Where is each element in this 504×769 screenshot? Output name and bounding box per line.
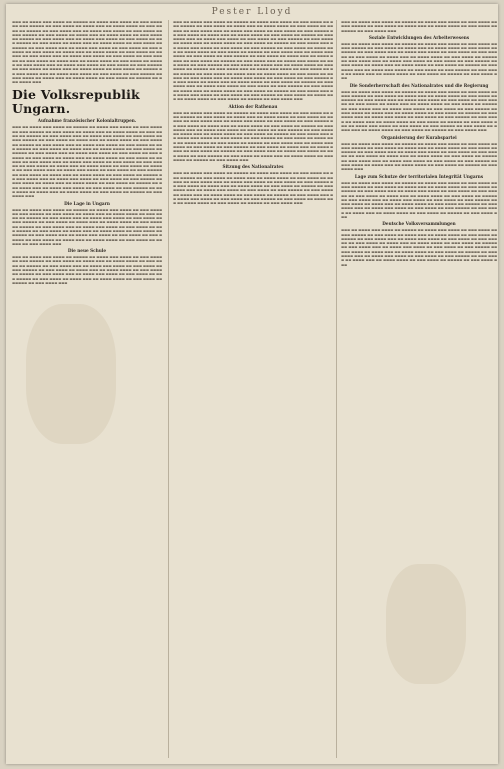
body-text-placeholder: ▬▬▬ ▬▬ ▬▬▬▬ ▬▬▬ ▬▬▬▬ ▬▬ ▬▬▬▬▬ ▬▬ ▬▬▬▬ ▬▬▬ ▬▬▬▬ ▬▬ ▬▬▬ ▬▬▬▬ ▬▬ ▬▬▬ ▬▬▬▬▬ ▬▬ ▬▬▬ ▬▬▬▬ ▬▬ ▬▬▬▬ ▬▬▬ ▬▬ ▬▬▬▬ ▬▬▬▬ ▬▬ ▬▬▬ ▬▬▬▬ ▬▬ ▬▬▬▬▬ ▬▬ ▬▬▬ ▬▬▬▬ ▬▬▬ ▬▬ ▬▬▬▬ ▬▬▬ ▬▬▬▬ ▬▬ ▬▬▬ ▬▬▬▬ ▬▬ ▬▬▬ ▬▬▬▬▬ ▬▬ ▬▬▬ ▬▬▬▬ ▬▬ ▬▬▬▬ ▬▬▬ ▬▬ ▬▬▬▬ ▬▬▬▬ ▬▬ ▬▬▬ ▬▬▬▬ ▬▬ ▬▬▬▬▬ ▬▬ ▬▬▬ ▬▬▬▬ ▬▬▬ ▬▬ ▬▬▬▬ ▬▬▬ ▬▬▬▬ ▬▬ ▬▬▬ ▬▬▬▬ ▬▬ ▬▬▬ ▬▬▬▬▬ ▬▬ ▬▬▬ ▬▬▬▬ ▬▬ ▬▬▬▬ ▬▬▬ ▬▬ ▬▬▬▬ ▬▬▬▬ ▬▬ ▬▬▬ ▬▬▬▬ ▬▬ ▬▬▬▬▬ ▬▬ ▬▬▬ ▬▬▬▬ ▬▬▬ ▬▬ ▬▬▬▬ ▬▬▬ ▬▬▬▬ ▬▬ ▬▬▬ ▬▬▬▬ ▬▬ ▬▬▬ ▬▬▬▬▬ ▬▬ ▬▬▬ ▬▬▬▬ ▬▬ ▬▬▬▬ ▬▬▬ ▬▬ ▬▬▬▬ ▬▬▬▬ ▬▬ ▬▬▬ ▬▬▬▬ ▬▬ ▬▬▬▬▬ ▬▬ ▬▬▬ ▬▬▬▬ ▬▬▬ xyxy=(341,41,497,81)
body-text-placeholder: ▬▬▬ ▬▬ ▬▬▬▬ ▬▬▬ ▬▬▬▬ ▬▬ ▬▬▬▬▬ ▬▬ ▬▬▬▬ ▬▬▬ ▬▬▬▬ ▬▬ ▬▬▬ ▬▬▬▬ ▬▬ ▬▬▬ ▬▬▬▬▬ ▬▬ ▬▬▬ ▬▬▬▬ ▬▬ ▬▬▬▬ ▬▬▬ ▬▬ ▬▬▬▬ ▬▬▬▬ ▬▬ ▬▬▬ ▬▬▬▬ ▬▬ ▬▬▬▬▬ ▬▬ ▬▬▬ ▬▬▬▬ ▬▬▬ ▬▬ ▬▬▬▬ ▬▬▬ ▬▬▬▬ ▬▬ ▬▬▬ ▬▬▬▬ ▬▬ ▬▬▬ ▬▬▬▬▬ ▬▬ ▬▬▬ ▬▬▬▬ ▬▬ ▬▬▬▬ ▬▬▬ ▬▬ ▬▬▬▬ ▬▬▬▬ ▬▬ ▬▬▬ ▬▬▬▬ ▬▬ ▬▬▬▬▬ ▬▬ ▬▬▬ ▬▬▬▬ ▬▬▬ ▬▬ ▬▬▬▬ ▬▬▬ ▬▬▬▬ ▬▬ ▬▬▬ ▬▬▬▬ ▬▬ ▬▬▬ ▬▬▬▬▬ ▬▬ ▬▬▬ ▬▬▬▬ ▬▬ ▬▬▬▬ ▬▬▬ ▬▬ ▬▬▬▬ ▬▬▬▬ ▬▬ ▬▬▬ ▬▬▬▬ ▬▬ ▬▬▬▬▬ ▬▬ ▬▬▬ ▬▬▬▬ ▬▬▬ ▬▬ ▬▬▬▬ ▬▬▬ ▬▬▬▬ ▬▬ ▬▬▬ ▬▬▬▬ ▬▬ ▬▬▬ ▬▬▬▬▬ ▬▬ ▬▬▬ ▬▬▬▬ ▬▬ ▬▬▬▬ ▬▬▬ ▬▬ ▬▬▬▬ ▬▬▬▬ ▬▬ ▬▬▬ ▬▬▬▬ ▬▬ ▬▬▬▬▬ ▬▬ ▬▬▬ ▬▬▬▬ ▬▬▬ ▬▬ ▬▬▬▬ ▬▬▬ ▬▬▬▬ ▬▬ ▬▬▬ ▬▬▬▬ ▬▬ ▬▬▬ ▬▬▬▬▬ ▬▬ ▬▬▬ ▬▬▬▬ ▬▬ ▬▬▬▬ ▬▬▬ ▬▬ ▬▬▬▬ ▬▬▬▬ ▬▬ ▬▬▬ ▬▬▬▬ ▬▬ ▬▬▬▬▬ ▬▬ ▬▬▬ ▬▬▬▬ ▬▬▬ ▬▬ ▬▬▬▬ ▬▬▬ ▬▬▬▬ ▬▬ ▬▬▬ ▬▬▬▬ ▬▬ ▬▬▬ ▬▬▬▬▬ ▬▬ ▬▬▬ ▬▬▬▬ ▬▬ ▬▬▬▬ ▬▬▬ ▬▬ ▬▬▬▬ ▬▬▬▬ ▬▬ ▬▬▬ ▬▬▬▬ ▬▬ ▬▬▬▬▬ ▬▬ ▬▬▬ ▬▬▬▬ ▬▬▬ ▬▬ ▬▬▬▬ ▬▬▬ ▬▬▬▬ ▬▬ ▬▬▬ ▬▬▬▬ ▬▬ ▬▬▬ ▬▬▬▬▬ ▬▬ ▬▬▬ ▬▬▬▬ ▬▬ ▬▬▬▬ ▬▬▬ ▬▬ ▬▬▬▬ ▬▬▬▬ ▬▬ ▬▬▬ ▬▬▬▬ ▬▬ ▬▬▬▬▬ ▬▬ ▬▬▬ ▬▬▬▬ ▬▬▬ ▬▬ ▬▬▬▬ ▬▬▬ ▬▬▬▬ ▬▬ ▬▬▬ ▬▬▬▬ ▬▬ ▬▬▬ ▬▬▬▬▬ ▬▬ ▬▬▬ ▬▬▬▬ ▬▬ ▬▬▬▬ ▬▬▬ ▬▬ ▬▬▬▬ ▬▬▬▬ ▬▬ ▬▬▬ ▬▬▬▬ ▬▬ ▬▬▬▬▬ ▬▬ ▬▬▬ ▬▬▬▬ ▬▬▬ ▬▬ ▬▬▬▬ ▬▬▬ ▬▬▬▬ ▬▬ ▬▬▬ ▬▬▬▬ ▬▬ ▬▬▬ ▬▬▬▬▬ ▬▬ ▬▬▬ ▬▬▬▬ ▬▬ ▬▬▬▬ ▬▬▬ ▬▬ ▬▬▬▬ ▬▬▬▬ ▬▬ ▬▬▬ ▬▬▬▬ ▬▬ ▬▬▬▬▬ ▬▬ ▬▬▬ ▬▬▬▬ ▬▬▬ ▬▬ ▬▬▬▬ ▬▬▬ ▬▬▬▬ ▬▬ ▬▬▬ ▬▬▬▬ ▬▬ ▬▬▬ ▬▬▬▬▬ ▬▬ ▬▬▬ ▬▬▬▬ ▬▬ ▬▬▬▬ ▬▬▬ ▬▬ ▬▬▬▬ ▬▬▬▬ ▬▬ ▬▬▬ ▬▬▬▬ ▬▬ ▬▬▬▬▬ ▬▬ ▬▬▬ ▬▬▬▬ ▬▬▬ xyxy=(173,20,333,102)
body-text-placeholder: ▬▬▬ ▬▬ ▬▬▬▬ ▬▬▬ ▬▬▬▬ ▬▬ ▬▬▬▬▬ ▬▬ ▬▬▬▬ ▬▬▬ ▬▬▬▬ ▬▬ ▬▬▬ ▬▬▬▬ ▬▬ ▬▬▬ ▬▬▬▬▬ ▬▬ ▬▬▬ ▬▬▬▬ ▬▬ ▬▬▬▬ ▬▬▬ ▬▬ ▬▬▬▬ ▬▬▬▬ ▬▬ ▬▬▬ ▬▬▬▬ ▬▬ ▬▬▬▬▬ ▬▬ ▬▬▬ ▬▬▬▬ ▬▬▬ ▬▬ ▬▬▬▬ ▬▬▬ ▬▬▬▬ ▬▬ ▬▬▬ ▬▬▬▬ ▬▬ ▬▬▬ ▬▬▬▬▬ ▬▬ ▬▬▬ ▬▬▬▬ ▬▬ ▬▬▬▬ ▬▬▬ ▬▬ ▬▬▬▬ ▬▬▬▬ ▬▬ ▬▬▬ ▬▬▬▬ ▬▬ ▬▬▬▬▬ ▬▬ ▬▬▬ ▬▬▬▬ ▬▬▬ ▬▬ ▬▬▬▬ ▬▬▬ ▬▬▬▬ ▬▬ ▬▬▬ ▬▬▬▬ ▬▬ ▬▬▬ ▬▬▬▬▬ ▬▬ ▬▬▬ ▬▬▬▬ ▬▬ ▬▬▬▬ ▬▬▬ ▬▬ ▬▬▬▬ ▬▬▬▬ ▬▬ ▬▬▬ ▬▬▬▬ ▬▬ ▬▬▬▬▬ ▬▬ ▬▬▬ ▬▬▬▬ ▬▬▬ xyxy=(12,255,162,285)
column-1 xyxy=(12,20,162,758)
section-title: Soziale Entwicklungen des Arbeiterwesens xyxy=(368,34,470,40)
body-text-placeholder: ▬▬▬ ▬▬ ▬▬▬▬ ▬▬▬ ▬▬▬▬ ▬▬ ▬▬▬▬▬ ▬▬ ▬▬▬▬ ▬▬▬ ▬▬▬▬ ▬▬ ▬▬▬ ▬▬▬▬ ▬▬ ▬▬▬ ▬▬▬▬▬ ▬▬ ▬▬▬ ▬▬▬▬ ▬▬ ▬▬▬▬ ▬▬▬ ▬▬ ▬▬▬▬ ▬▬▬▬ ▬▬ ▬▬▬ ▬▬▬▬ ▬▬ ▬▬▬▬▬ ▬▬ ▬▬▬ ▬▬▬▬ ▬▬▬ ▬▬ ▬▬▬▬ ▬▬▬ ▬▬▬▬ ▬▬ ▬▬▬ ▬▬▬▬ ▬▬ ▬▬▬ ▬▬▬▬▬ ▬▬ ▬▬▬ ▬▬▬▬ ▬▬ ▬▬▬▬ ▬▬▬ ▬▬ ▬▬▬▬ ▬▬▬▬ ▬▬ ▬▬▬ ▬▬▬▬ ▬▬ ▬▬▬▬▬ ▬▬ ▬▬▬ ▬▬▬▬ ▬▬▬ ▬▬ ▬▬▬▬ ▬▬▬ ▬▬▬▬ ▬▬ ▬▬▬ ▬▬▬▬ ▬▬ ▬▬▬ ▬▬▬▬▬ ▬▬ ▬▬▬ ▬▬▬▬ ▬▬ ▬▬▬▬ ▬▬▬ ▬▬ ▬▬▬▬ ▬▬▬▬ ▬▬ ▬▬▬ ▬▬▬▬ ▬▬ ▬▬▬▬▬ ▬▬ ▬▬▬ ▬▬▬▬ ▬▬▬ ▬▬ ▬▬▬▬ ▬▬▬ ▬▬▬▬ ▬▬ ▬▬▬ ▬▬▬▬ ▬▬ ▬▬▬ ▬▬▬▬▬ ▬▬ ▬▬▬ ▬▬▬▬ ▬▬ ▬▬▬▬ ▬▬▬ ▬▬ ▬▬▬▬ ▬▬▬▬ ▬▬ ▬▬▬ ▬▬▬▬ ▬▬ ▬▬▬▬▬ ▬▬ ▬▬▬ ▬▬▬▬ ▬▬▬ xyxy=(341,228,497,267)
section-title: Organisierung der Kurabspartei xyxy=(381,134,457,140)
newspaper-page xyxy=(6,4,498,764)
body-text-placeholder: ▬▬▬ ▬▬ ▬▬▬▬ ▬▬▬ ▬▬▬▬ ▬▬ ▬▬▬▬▬ ▬▬ ▬▬▬▬ ▬▬▬ ▬▬▬▬ ▬▬ ▬▬▬ ▬▬▬▬ ▬▬ ▬▬▬ ▬▬▬▬▬ ▬▬ ▬▬▬ ▬▬▬▬ ▬▬ ▬▬▬▬ ▬▬▬ ▬▬ ▬▬▬▬ ▬▬▬▬ ▬▬ ▬▬▬ ▬▬▬▬ ▬▬ ▬▬▬▬▬ ▬▬ ▬▬▬ ▬▬▬▬ ▬▬▬ ▬▬ ▬▬▬▬ ▬▬▬ ▬▬▬▬ ▬▬ ▬▬▬ ▬▬▬▬ ▬▬ ▬▬▬ ▬▬▬▬▬ ▬▬ ▬▬▬ ▬▬▬▬ ▬▬ ▬▬▬▬ ▬▬▬ ▬▬ ▬▬▬▬ ▬▬▬▬ ▬▬ ▬▬▬ ▬▬▬▬ ▬▬ ▬▬▬▬▬ ▬▬ ▬▬▬ ▬▬▬▬ ▬▬▬ ▬▬ ▬▬▬▬ ▬▬▬ ▬▬▬▬ ▬▬ ▬▬▬ ▬▬▬▬ ▬▬ ▬▬▬ ▬▬▬▬▬ ▬▬ ▬▬▬ ▬▬▬▬ ▬▬ ▬▬▬▬ ▬▬▬ ▬▬ ▬▬▬▬ ▬▬▬▬ ▬▬ ▬▬▬ ▬▬▬▬ ▬▬ ▬▬▬▬▬ ▬▬ ▬▬▬ ▬▬▬▬ ▬▬▬ xyxy=(341,141,497,172)
section-title: Aktion der Rathenau xyxy=(228,103,278,109)
body-text-placeholder: ▬▬▬ ▬▬ ▬▬▬▬ ▬▬▬ ▬▬▬▬ ▬▬ ▬▬▬▬▬ ▬▬ ▬▬▬▬ ▬▬▬ ▬▬▬▬ ▬▬ ▬▬▬ ▬▬▬▬ ▬▬ ▬▬▬ ▬▬▬▬▬ ▬▬ ▬▬▬ ▬▬▬▬ ▬▬ ▬▬▬▬ ▬▬▬ ▬▬ ▬▬▬▬ ▬▬▬▬ ▬▬ ▬▬▬ ▬▬▬▬ ▬▬ ▬▬▬▬▬ ▬▬ ▬▬▬ ▬▬▬▬ ▬▬▬ ▬▬ ▬▬▬▬ ▬▬▬ ▬▬▬▬ ▬▬ ▬▬▬ ▬▬▬▬ ▬▬ ▬▬▬ ▬▬▬▬▬ ▬▬ ▬▬▬ ▬▬▬▬ ▬▬ ▬▬▬▬ ▬▬▬ ▬▬ ▬▬▬▬ ▬▬▬▬ ▬▬ ▬▬▬ ▬▬▬▬ ▬▬ ▬▬▬▬▬ ▬▬ ▬▬▬ ▬▬▬▬ ▬▬▬ ▬▬ ▬▬▬▬ ▬▬▬ ▬▬▬▬ ▬▬ ▬▬▬ ▬▬▬▬ ▬▬ ▬▬▬ ▬▬▬▬▬ ▬▬ ▬▬▬ ▬▬▬▬ ▬▬ ▬▬▬▬ ▬▬▬ ▬▬ ▬▬▬▬ ▬▬▬▬ ▬▬ ▬▬▬ ▬▬▬▬ ▬▬ ▬▬▬▬▬ ▬▬ ▬▬▬ ▬▬▬▬ ▬▬▬ ▬▬ ▬▬▬▬ ▬▬▬ ▬▬▬▬ ▬▬ ▬▬▬ ▬▬▬▬ ▬▬ ▬▬▬ ▬▬▬▬▬ ▬▬ ▬▬▬ ▬▬▬▬ ▬▬ ▬▬▬▬ ▬▬▬ ▬▬ ▬▬▬▬ ▬▬▬▬ ▬▬ ▬▬▬ ▬▬▬▬ ▬▬ ▬▬▬▬▬ ▬▬ ▬▬▬ ▬▬▬▬ ▬▬▬ xyxy=(12,207,162,246)
section-title: Die neue Schule xyxy=(67,248,107,254)
section-title: Die Lage in Ungarn xyxy=(64,200,110,206)
main-headline: Die Volksrepublik Ungarn. xyxy=(12,87,140,117)
column-2 xyxy=(168,20,333,758)
column-3 xyxy=(336,20,497,758)
body-text-placeholder: ▬▬▬ ▬▬ ▬▬▬▬ ▬▬▬ ▬▬▬▬ ▬▬ ▬▬▬▬▬ ▬▬ ▬▬▬▬ ▬▬▬ ▬▬▬▬ ▬▬ ▬▬▬ ▬▬▬▬ ▬▬ ▬▬▬ ▬▬▬▬▬ ▬▬ ▬▬▬ ▬▬▬▬ ▬▬ ▬▬▬▬ ▬▬▬ ▬▬ ▬▬▬▬ ▬▬▬▬ ▬▬ ▬▬▬ ▬▬▬▬ ▬▬ ▬▬▬▬▬ ▬▬ ▬▬▬ ▬▬▬▬ ▬▬▬ ▬▬ ▬▬▬▬ ▬▬▬ ▬▬▬▬ ▬▬ ▬▬▬ ▬▬▬▬ ▬▬ ▬▬▬ ▬▬▬▬▬ ▬▬ ▬▬▬ ▬▬▬▬ ▬▬ ▬▬▬▬ ▬▬▬ ▬▬ ▬▬▬▬ ▬▬▬▬ ▬▬ ▬▬▬ ▬▬▬▬ ▬▬ ▬▬▬▬▬ ▬▬ ▬▬▬ ▬▬▬▬ ▬▬▬ ▬▬ ▬▬▬▬ ▬▬▬ ▬▬▬▬ ▬▬ ▬▬▬ ▬▬▬▬ ▬▬ ▬▬▬ ▬▬▬▬▬ ▬▬ ▬▬▬ ▬▬▬▬ ▬▬ ▬▬▬▬ ▬▬▬ ▬▬ ▬▬▬▬ ▬▬▬▬ ▬▬ ▬▬▬ ▬▬▬▬ ▬▬ ▬▬▬▬▬ ▬▬ ▬▬▬ ▬▬▬▬ ▬▬▬ ▬▬ ▬▬▬▬ ▬▬▬ ▬▬▬▬ ▬▬ ▬▬▬ ▬▬▬▬ ▬▬ ▬▬▬ ▬▬▬▬▬ ▬▬ ▬▬▬ ▬▬▬▬ ▬▬ ▬▬▬▬ ▬▬▬ ▬▬ ▬▬▬▬ ▬▬▬▬ ▬▬ ▬▬▬ ▬▬▬▬ ▬▬ ▬▬▬▬▬ ▬▬ ▬▬▬ ▬▬▬▬ ▬▬▬ ▬▬ ▬▬▬▬ ▬▬▬ ▬▬▬▬ ▬▬ ▬▬▬ ▬▬▬▬ ▬▬ ▬▬▬ ▬▬▬▬▬ ▬▬ ▬▬▬ ▬▬▬▬ ▬▬ ▬▬▬▬ ▬▬▬ ▬▬ ▬▬▬▬ ▬▬▬▬ ▬▬ ▬▬▬ ▬▬▬▬ ▬▬ ▬▬▬▬▬ ▬▬ ▬▬▬ ▬▬▬▬ ▬▬▬ ▬▬ ▬▬▬▬ ▬▬▬ ▬▬▬▬ ▬▬ ▬▬▬ ▬▬▬▬ ▬▬ ▬▬▬ ▬▬▬▬▬ ▬▬ ▬▬▬ ▬▬▬▬ ▬▬ ▬▬▬▬ ▬▬▬ ▬▬ ▬▬▬▬ ▬▬▬▬ ▬▬ ▬▬▬ ▬▬▬▬ ▬▬ ▬▬▬▬▬ ▬▬ ▬▬▬ ▬▬▬▬ ▬▬▬ ▬▬ ▬▬▬▬ ▬▬▬ ▬▬▬▬ ▬▬ ▬▬▬ ▬▬▬▬ ▬▬ ▬▬▬ ▬▬▬▬▬ ▬▬ ▬▬▬ ▬▬▬▬ ▬▬ ▬▬▬▬ ▬▬▬ ▬▬ ▬▬▬▬ ▬▬▬▬ ▬▬ ▬▬▬ ▬▬▬▬ ▬▬ ▬▬▬▬▬ ▬▬ ▬▬▬ ▬▬▬▬ ▬▬▬ xyxy=(12,20,162,85)
body-text-placeholder: ▬▬▬ ▬▬ ▬▬▬▬ ▬▬▬ ▬▬▬▬ ▬▬ ▬▬▬▬▬ ▬▬ ▬▬▬▬ ▬▬▬ ▬▬▬▬ ▬▬ ▬▬▬ ▬▬▬▬ ▬▬ ▬▬▬ ▬▬▬▬▬ ▬▬ ▬▬▬ ▬▬▬▬ ▬▬ ▬▬▬▬ ▬▬▬ ▬▬ ▬▬▬▬ ▬▬▬▬ ▬▬ ▬▬▬ ▬▬▬▬ ▬▬ ▬▬▬▬▬ ▬▬ ▬▬▬ ▬▬▬▬ ▬▬▬ ▬▬ ▬▬▬▬ ▬▬▬ ▬▬▬▬ ▬▬ ▬▬▬ ▬▬▬▬ ▬▬ ▬▬▬ ▬▬▬▬▬ ▬▬ ▬▬▬ ▬▬▬▬ ▬▬ ▬▬▬▬ ▬▬▬ ▬▬ ▬▬▬▬ ▬▬▬▬ ▬▬ ▬▬▬ ▬▬▬▬ ▬▬ ▬▬▬▬▬ ▬▬ ▬▬▬ ▬▬▬▬ ▬▬▬ ▬▬ ▬▬▬▬ ▬▬▬ ▬▬▬▬ ▬▬ ▬▬▬ ▬▬▬▬ ▬▬ ▬▬▬ ▬▬▬▬▬ ▬▬ ▬▬▬ ▬▬▬▬ ▬▬ ▬▬▬▬ ▬▬▬ ▬▬ ▬▬▬▬ ▬▬▬▬ ▬▬ ▬▬▬ ▬▬▬▬ ▬▬ ▬▬▬▬▬ ▬▬ ▬▬▬ ▬▬▬▬ ▬▬▬ ▬▬ ▬▬▬▬ ▬▬▬ ▬▬▬▬ ▬▬ ▬▬▬ ▬▬▬▬ ▬▬ ▬▬▬ ▬▬▬▬▬ ▬▬ ▬▬▬ ▬▬▬▬ ▬▬ ▬▬▬▬ ▬▬▬ ▬▬ ▬▬▬▬ ▬▬▬▬ ▬▬ ▬▬▬ ▬▬▬▬ ▬▬ ▬▬▬▬▬ ▬▬ ▬▬▬ ▬▬▬▬ ▬▬▬ ▬▬ ▬▬▬▬ ▬▬▬ ▬▬▬▬ ▬▬ ▬▬▬ ▬▬▬▬ ▬▬ ▬▬▬ ▬▬▬▬▬ ▬▬ ▬▬▬ ▬▬▬▬ ▬▬ ▬▬▬▬ ▬▬▬ ▬▬ ▬▬▬▬ ▬▬▬▬ ▬▬ ▬▬▬ ▬▬▬▬ ▬▬ ▬▬▬▬▬ ▬▬ ▬▬▬ ▬▬▬▬ ▬▬▬ xyxy=(341,89,497,133)
section-title: Sitzung des Nationalrates xyxy=(222,164,284,170)
body-text-placeholder: ▬▬▬ ▬▬ ▬▬▬▬ ▬▬▬ ▬▬▬▬ ▬▬ ▬▬▬▬▬ ▬▬ ▬▬▬▬ ▬▬▬ ▬▬▬▬ ▬▬ ▬▬▬ ▬▬▬▬ ▬▬ ▬▬▬ ▬▬▬▬▬ ▬▬ ▬▬▬ ▬▬▬▬ ▬▬ ▬▬▬▬ ▬▬▬ ▬▬ ▬▬▬▬ ▬▬▬▬ ▬▬ ▬▬▬ ▬▬▬▬ ▬▬ ▬▬▬▬▬ ▬▬ ▬▬▬ ▬▬▬▬ ▬▬▬ ▬▬ ▬▬▬▬ ▬▬▬ ▬▬▬▬ ▬▬ ▬▬▬ ▬▬▬▬ ▬▬ ▬▬▬ ▬▬▬▬▬ ▬▬ ▬▬▬ ▬▬▬▬ ▬▬ ▬▬▬▬ ▬▬▬ ▬▬ ▬▬▬▬ ▬▬▬▬ ▬▬ ▬▬▬ ▬▬▬▬ ▬▬ ▬▬▬▬▬ ▬▬ ▬▬▬ ▬▬▬▬ ▬▬▬ ▬▬ ▬▬▬▬ ▬▬▬ ▬▬▬▬ ▬▬ ▬▬▬ ▬▬▬▬ ▬▬ ▬▬▬ ▬▬▬▬▬ ▬▬ ▬▬▬ ▬▬▬▬ ▬▬ ▬▬▬▬ ▬▬▬ ▬▬ ▬▬▬▬ ▬▬▬▬ ▬▬ ▬▬▬ ▬▬▬▬ ▬▬ ▬▬▬▬▬ ▬▬ ▬▬▬ ▬▬▬▬ ▬▬▬ ▬▬ ▬▬▬▬ ▬▬▬ ▬▬▬▬ ▬▬ ▬▬▬ ▬▬▬▬ ▬▬ ▬▬▬ ▬▬▬▬▬ ▬▬ ▬▬▬ ▬▬▬▬ ▬▬ ▬▬▬▬ ▬▬▬ ▬▬ ▬▬▬▬ ▬▬▬▬ ▬▬ ▬▬▬ ▬▬▬▬ ▬▬ ▬▬▬▬▬ ▬▬ ▬▬▬ ▬▬▬▬ ▬▬▬ ▬▬ ▬▬▬▬ ▬▬▬ ▬▬▬▬ ▬▬ ▬▬▬ ▬▬▬▬ ▬▬ ▬▬▬ ▬▬▬▬▬ ▬▬ ▬▬▬ ▬▬▬▬ ▬▬ ▬▬▬▬ ▬▬▬ ▬▬ ▬▬▬▬ ▬▬▬▬ ▬▬ ▬▬▬ ▬▬▬▬ ▬▬ ▬▬▬▬▬ ▬▬ ▬▬▬ ▬▬▬▬ ▬▬▬ ▬▬ ▬▬▬▬ ▬▬▬ ▬▬▬▬ ▬▬ ▬▬▬ ▬▬▬▬ ▬▬ ▬▬▬ ▬▬▬▬▬ ▬▬ ▬▬▬ ▬▬▬▬ ▬▬ ▬▬▬▬ ▬▬▬ ▬▬ ▬▬▬▬ ▬▬▬▬ ▬▬ ▬▬▬ ▬▬▬▬ ▬▬ ▬▬▬▬▬ ▬▬ ▬▬▬ ▬▬▬▬ ▬▬▬ xyxy=(173,110,333,162)
body-text-placeholder: ▬▬▬ ▬▬ ▬▬▬▬ ▬▬▬ ▬▬▬▬ ▬▬ ▬▬▬▬▬ ▬▬ ▬▬▬▬ ▬▬▬ ▬▬▬▬ ▬▬ ▬▬▬ ▬▬▬▬ ▬▬ ▬▬▬ ▬▬▬▬▬ ▬▬ ▬▬▬ ▬▬▬▬ ▬▬ ▬▬▬▬ ▬▬▬ ▬▬ ▬▬▬▬ ▬▬▬▬ ▬▬ ▬▬▬ ▬▬▬▬ ▬▬ ▬▬▬▬▬ ▬▬ ▬▬▬ ▬▬▬▬ ▬▬▬ ▬▬ ▬▬▬▬ ▬▬▬ ▬▬▬▬ ▬▬ ▬▬▬ ▬▬▬▬ ▬▬ ▬▬▬ ▬▬▬▬▬ ▬▬ ▬▬▬ ▬▬▬▬ ▬▬ ▬▬▬▬ ▬▬▬ ▬▬ ▬▬▬▬ ▬▬▬▬ ▬▬ ▬▬▬ ▬▬▬▬ ▬▬ ▬▬▬▬▬ ▬▬ ▬▬▬ ▬▬▬▬ ▬▬▬ ▬▬ ▬▬▬▬ ▬▬▬ ▬▬▬▬ ▬▬ ▬▬▬ ▬▬▬▬ ▬▬ ▬▬▬ ▬▬▬▬▬ ▬▬ ▬▬▬ ▬▬▬▬ ▬▬ ▬▬▬▬ ▬▬▬ ▬▬ ▬▬▬▬ ▬▬▬▬ ▬▬ ▬▬▬ ▬▬▬▬ ▬▬ ▬▬▬▬▬ ▬▬ ▬▬▬ ▬▬▬▬ ▬▬▬ ▬▬ ▬▬▬▬ ▬▬▬ ▬▬▬▬ ▬▬ ▬▬▬ ▬▬▬▬ ▬▬ ▬▬▬ ▬▬▬▬▬ ▬▬ ▬▬▬ ▬▬▬▬ ▬▬ ▬▬▬▬ ▬▬▬ ▬▬ ▬▬▬▬ ▬▬▬▬ ▬▬ ▬▬▬ ▬▬▬▬ ▬▬ ▬▬▬▬▬ ▬▬ ▬▬▬ ▬▬▬▬ ▬▬▬ xyxy=(341,180,497,219)
body-text-placeholder: ▬▬▬ ▬▬ ▬▬▬▬ ▬▬▬ ▬▬▬▬ ▬▬ ▬▬▬▬▬ ▬▬ ▬▬▬▬ ▬▬▬ ▬▬▬▬ ▬▬ ▬▬▬ ▬▬▬▬ ▬▬ ▬▬▬ ▬▬▬▬▬ ▬▬ ▬▬▬ ▬▬▬▬ ▬▬ ▬▬▬▬ ▬▬▬ ▬▬ ▬▬▬▬ ▬▬▬▬ ▬▬ ▬▬▬ ▬▬▬▬ ▬▬ ▬▬▬▬▬ ▬▬ ▬▬▬ ▬▬▬▬ ▬▬▬ ▬▬ ▬▬▬▬ ▬▬▬ ▬▬▬▬ ▬▬ ▬▬▬ ▬▬▬▬ ▬▬ ▬▬▬ ▬▬▬▬▬ ▬▬ ▬▬▬ ▬▬▬▬ ▬▬ ▬▬▬▬ ▬▬▬ ▬▬ ▬▬▬▬ ▬▬▬▬ ▬▬ ▬▬▬ ▬▬▬▬ ▬▬ ▬▬▬▬▬ ▬▬ ▬▬▬ ▬▬▬▬ ▬▬▬ ▬▬ ▬▬▬▬ ▬▬▬ ▬▬▬▬ ▬▬ ▬▬▬ ▬▬▬▬ ▬▬ ▬▬▬ ▬▬▬▬▬ ▬▬ ▬▬▬ ▬▬▬▬ ▬▬ ▬▬▬▬ ▬▬▬ ▬▬ ▬▬▬▬ ▬▬▬▬ ▬▬ ▬▬▬ ▬▬▬▬ ▬▬ ▬▬▬▬▬ ▬▬ ▬▬▬ ▬▬▬▬ ▬▬▬ ▬▬ ▬▬▬▬ ▬▬▬ ▬▬▬▬ ▬▬ ▬▬▬ ▬▬▬▬ ▬▬ ▬▬▬ ▬▬▬▬▬ ▬▬ ▬▬▬ ▬▬▬▬ ▬▬ ▬▬▬▬ ▬▬▬ ▬▬ ▬▬▬▬ ▬▬▬▬ ▬▬ ▬▬▬ ▬▬▬▬ ▬▬ ▬▬▬▬▬ ▬▬ ▬▬▬ ▬▬▬▬ ▬▬▬ ▬▬ ▬▬▬▬ ▬▬▬ ▬▬▬▬ ▬▬ ▬▬▬ ▬▬▬▬ ▬▬ ▬▬▬ ▬▬▬▬▬ ▬▬ ▬▬▬ ▬▬▬▬ ▬▬ ▬▬▬▬ ▬▬▬ ▬▬ ▬▬▬▬ ▬▬▬▬ ▬▬ ▬▬▬ ▬▬▬▬ ▬▬ ▬▬▬▬▬ ▬▬ ▬▬▬ ▬▬▬▬ ▬▬▬ ▬▬ ▬▬▬▬ ▬▬▬ ▬▬▬▬ ▬▬ ▬▬▬ ▬▬▬▬ ▬▬ ▬▬▬ ▬▬▬▬▬ ▬▬ ▬▬▬ ▬▬▬▬ ▬▬ ▬▬▬▬ ▬▬▬ ▬▬ ▬▬▬▬ ▬▬▬▬ ▬▬ ▬▬▬ ▬▬▬▬ ▬▬ ▬▬▬▬▬ ▬▬ ▬▬▬ ▬▬▬▬ ▬▬▬ ▬▬ ▬▬▬▬ ▬▬▬ ▬▬▬▬ ▬▬ ▬▬▬ ▬▬▬▬ ▬▬ ▬▬▬ ▬▬▬▬▬ ▬▬ ▬▬▬ ▬▬▬▬ ▬▬ ▬▬▬▬ ▬▬▬ ▬▬ ▬▬▬▬ ▬▬▬▬ ▬▬ ▬▬▬ ▬▬▬▬ ▬▬ ▬▬▬▬▬ ▬▬ ▬▬▬ ▬▬▬▬ ▬▬▬ ▬▬ ▬▬▬▬ ▬▬▬ ▬▬▬▬ ▬▬ ▬▬▬ ▬▬▬▬ ▬▬ ▬▬▬ ▬▬▬▬▬ ▬▬ ▬▬▬ ▬▬▬▬ ▬▬ ▬▬▬▬ ▬▬▬ ▬▬ ▬▬▬▬ ▬▬▬▬ ▬▬ ▬▬▬ ▬▬▬▬ ▬▬ ▬▬▬▬▬ ▬▬ ▬▬▬ ▬▬▬▬ ▬▬▬ xyxy=(12,125,162,199)
body-text-placeholder: ▬▬▬ ▬▬ ▬▬▬▬ ▬▬▬ ▬▬▬▬ ▬▬ ▬▬▬▬▬ ▬▬ ▬▬▬▬ ▬▬▬ ▬▬▬▬ ▬▬ ▬▬▬ ▬▬▬▬ ▬▬ ▬▬▬ ▬▬▬▬▬ ▬▬ ▬▬▬ ▬▬▬▬ ▬▬ ▬▬▬▬ ▬▬▬ ▬▬ ▬▬▬▬ ▬▬▬▬ ▬▬ ▬▬▬ ▬▬▬▬ ▬▬ ▬▬▬▬▬ ▬▬ ▬▬▬ ▬▬▬▬ ▬▬▬ xyxy=(341,20,497,33)
section-title: Deutsche Volksversammlungen xyxy=(382,221,456,227)
body-text-placeholder: ▬▬▬ ▬▬ ▬▬▬▬ ▬▬▬ ▬▬▬▬ ▬▬ ▬▬▬▬▬ ▬▬ ▬▬▬▬ ▬▬▬ ▬▬▬▬ ▬▬ ▬▬▬ ▬▬▬▬ ▬▬ ▬▬▬ ▬▬▬▬▬ ▬▬ ▬▬▬ ▬▬▬▬ ▬▬ ▬▬▬▬ ▬▬▬ ▬▬ ▬▬▬▬ ▬▬▬▬ ▬▬ ▬▬▬ ▬▬▬▬ ▬▬ ▬▬▬▬▬ ▬▬ ▬▬▬ ▬▬▬▬ ▬▬▬ ▬▬ ▬▬▬▬ ▬▬▬ ▬▬▬▬ ▬▬ ▬▬▬ ▬▬▬▬ ▬▬ ▬▬▬ ▬▬▬▬▬ ▬▬ ▬▬▬ ▬▬▬▬ ▬▬ ▬▬▬▬ ▬▬▬ ▬▬ ▬▬▬▬ ▬▬▬▬ ▬▬ ▬▬▬ ▬▬▬▬ ▬▬ ▬▬▬▬▬ ▬▬ ▬▬▬ ▬▬▬▬ ▬▬▬ ▬▬ ▬▬▬▬ ▬▬▬ ▬▬▬▬ ▬▬ ▬▬▬ ▬▬▬▬ ▬▬ ▬▬▬ ▬▬▬▬▬ ▬▬ ▬▬▬ ▬▬▬▬ ▬▬ ▬▬▬▬ ▬▬▬ ▬▬ ▬▬▬▬ ▬▬▬▬ ▬▬ ▬▬▬ ▬▬▬▬ ▬▬ ▬▬▬▬▬ ▬▬ ▬▬▬ ▬▬▬▬ ▬▬▬ ▬▬ ▬▬▬▬ ▬▬▬ ▬▬▬▬ ▬▬ ▬▬▬ ▬▬▬▬ ▬▬ ▬▬▬ ▬▬▬▬▬ ▬▬ ▬▬▬ ▬▬▬▬ ▬▬ ▬▬▬▬ ▬▬▬ ▬▬ ▬▬▬▬ ▬▬▬▬ ▬▬ ▬▬▬ ▬▬▬▬ ▬▬ ▬▬▬▬▬ ▬▬ ▬▬▬ ▬▬▬▬ ▬▬▬ xyxy=(173,171,333,206)
main-subhead: Aufnahme französischer Kolonialtruppen. xyxy=(37,118,137,124)
section-title: Lage zum Schutze der territorialen Integrität Ungarns xyxy=(354,173,484,179)
section-title: Die Sonderherrschaft des Nationalrates und die Regierung xyxy=(349,82,489,88)
masthead: Pester Lloyd xyxy=(211,7,293,17)
